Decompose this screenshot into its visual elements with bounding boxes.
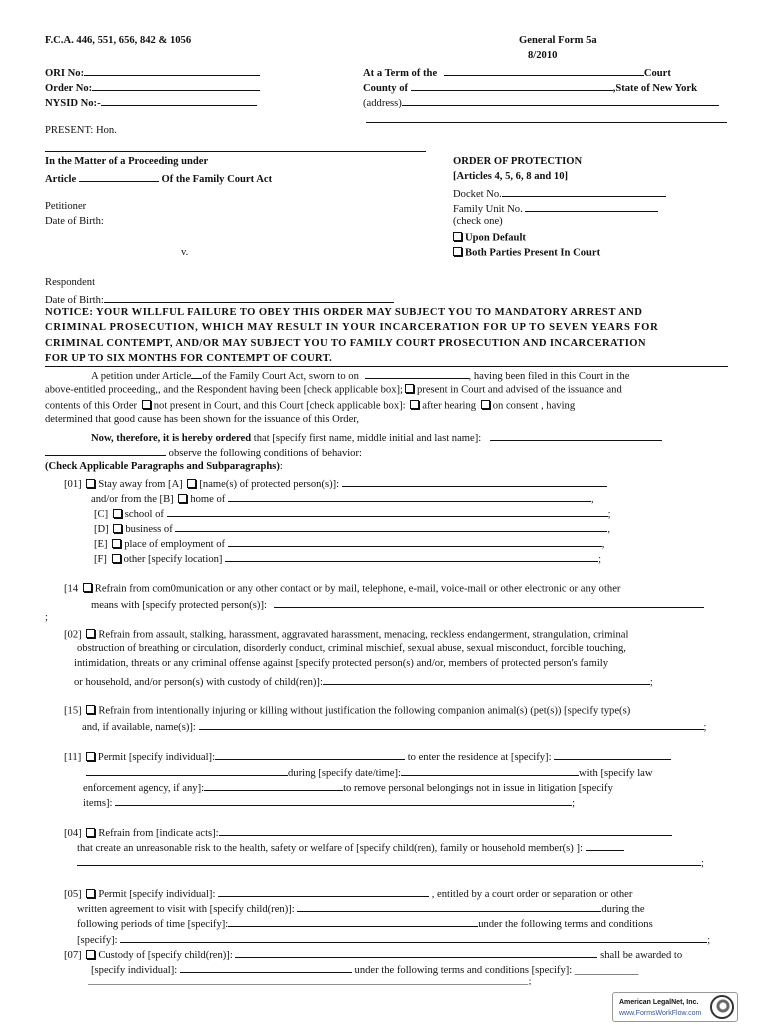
para-01-line-1: [01] Stay away from [A] [name(s) of protected person(s)]: <box>64 477 607 491</box>
para-11-line-2: during [specify date/time]: with [specify law <box>86 766 653 780</box>
both-parties-option[interactable]: Both Parties Present In Court <box>451 247 600 259</box>
versus-label: v. <box>181 247 189 258</box>
footer-company-name: American LegalNet, Inc. <box>619 999 699 1006</box>
para-01-b-checkbox[interactable] <box>178 494 187 503</box>
petitioner-label: Petitioner <box>45 201 87 212</box>
para-04-line-1: [04] Refrain from [indicate acts]: <box>64 826 672 840</box>
respondent-name-field[interactable] <box>490 431 662 441</box>
para-15-checkbox[interactable] <box>86 705 95 714</box>
para-04-checkbox[interactable] <box>86 828 95 837</box>
para-07-individual-field[interactable] <box>180 963 352 973</box>
para-15-line-1: [15] Refrain from intentionally injuring or killing without justification the following companion animal(s) (pet(s)) [specify type(s) <box>64 705 631 717</box>
para-14-line-1: [14 Refrain from com0munication or any other contact or by mail, telephone, e-mail, voice-mail or other electronic or any other <box>64 583 621 595</box>
para-01-a-checkbox[interactable] <box>187 479 196 488</box>
order-articles: [Articles 4, 5, 6, 8 and 10] <box>453 171 569 182</box>
nysid-field[interactable] <box>101 96 257 106</box>
para-15-field[interactable] <box>199 720 704 730</box>
petitioner-dob-label: Date of Birth: <box>45 216 104 227</box>
sworn-date-field[interactable] <box>365 369 469 379</box>
para-02-line-4: or household, and/or person(s) with custody of child(ren)]: ; <box>74 677 653 688</box>
notice-line-2: CRIMINAL PROSECUTION, WHICH MAY RESULT IN YOUR INCARCERATION FOR UP TO SEVEN YEARS FOR <box>45 322 659 333</box>
para-04-line-2: that create an unreasonable risk to the health, safety or welfare of [specify child(ren), family or household member(s) ]: <box>77 841 624 855</box>
matter-line: In the Matter of a Proceeding under <box>45 156 209 167</box>
para-01-f-field[interactable] <box>225 552 598 562</box>
para-11-checkbox[interactable] <box>86 752 95 761</box>
para-11-line-3: enforcement agency, if any]: to remove personal belongings not in issue in litigation [specify <box>83 783 613 794</box>
upon-default-checkbox[interactable] <box>453 232 462 241</box>
para-02-line-2: obstruction of breathing or circulation, disorderly conduct, criminal mischief, sexual abuse, sexual misconduct, forcible touching, <box>77 643 626 654</box>
footer-url[interactable]: www.FormsWorkFlow.com <box>619 1010 702 1017</box>
respondent-label: Respondent <box>45 277 96 288</box>
family-unit-field[interactable] <box>525 202 658 212</box>
respondent-dob-field[interactable] <box>104 293 394 303</box>
para-11-line-4: items]: ; <box>83 798 576 809</box>
para-01-c-field[interactable] <box>167 507 608 517</box>
para-05-terms-field[interactable] <box>120 933 707 943</box>
para-01-line-6: [F] other [specify location] ; <box>94 554 602 565</box>
para-01-line-3: [C] school of ; <box>94 509 611 520</box>
para-04-acts-field[interactable] <box>219 826 672 836</box>
ori-field[interactable] <box>84 66 260 76</box>
company-logo-icon <box>710 995 734 1019</box>
present-in-court-checkbox[interactable] <box>405 384 414 393</box>
para-05-periods-field[interactable] <box>228 917 478 927</box>
notice-rule <box>45 366 728 367</box>
not-present-checkbox[interactable] <box>142 400 151 409</box>
para-01-line-5: [E] place of employment of , <box>94 539 605 550</box>
para-01-b-field[interactable] <box>228 492 591 502</box>
para-01-d-checkbox[interactable] <box>113 524 122 533</box>
para-11-datetime-field[interactable] <box>401 766 579 776</box>
para-14-line-2: means with [specify protected person(s)]: <box>91 598 704 612</box>
after-hearing-checkbox[interactable] <box>410 400 419 409</box>
para-01-checkbox[interactable] <box>86 479 95 488</box>
address-field[interactable] <box>402 96 719 106</box>
respondent-name-field-2[interactable] <box>45 446 166 456</box>
para-07-line-2: [specify individual]: under the following terms and conditions [specify]: ____________ <box>91 965 639 976</box>
petition-line-5: Now, therefore, it is hereby ordered that [specify first name, middle initial and last name]: <box>91 431 662 445</box>
para-02-line-1: [02] Refrain from assault, stalking, harassment, aggravated harassment, menacing, reckless endangerment, strangulation, criminal <box>64 629 629 641</box>
para-05-line-4: [specify]: ; <box>77 935 711 946</box>
order-no-label: Order No: <box>45 81 260 95</box>
notice-line-1: NOTICE: YOUR WILLFUL FAILURE TO OBEY THIS ORDER MAY SUBJECT YOU TO MANDATORY ARREST AND <box>45 307 643 318</box>
notice-line-3: CRIMINAL CONTEMPT, AND/OR MAY SUBJECT YOU TO FAMILY COURT PROSECUTION AND INCARCERATION <box>45 338 646 349</box>
ori-label: ORI No: <box>45 66 260 80</box>
para-15-line-2: and, if available, name(s)]: ; <box>82 722 707 733</box>
para-04-persons-field-2[interactable] <box>77 856 701 866</box>
para-02-field[interactable] <box>323 675 650 685</box>
para-01-e-checkbox[interactable] <box>112 539 121 548</box>
para-11-agency-field[interactable] <box>204 781 343 791</box>
para-11-residence-field[interactable] <box>554 750 671 760</box>
petition-article-field[interactable] <box>191 369 202 379</box>
para-14-semicolon: ; <box>45 612 48 623</box>
form-date: 8/2010 <box>528 50 558 61</box>
article-field[interactable] <box>79 172 159 182</box>
order-title: ORDER OF PROTECTION <box>453 156 583 167</box>
para-11-line-1: [11] Permit [specify individual]: to enter the residence at [specify]: <box>64 750 671 764</box>
para-02-checkbox[interactable] <box>86 629 95 638</box>
para-02-line-3: intimidation, threats or any criminal offense against [specify protected person(s) and/or, members of protected person's family <box>74 658 609 669</box>
para-05-individual-field[interactable] <box>218 887 429 897</box>
docket-line: Docket No. <box>453 187 666 201</box>
upon-default-option[interactable]: Upon Default <box>451 232 526 244</box>
para-11-individual-field[interactable] <box>215 750 405 760</box>
para-01-e-field[interactable] <box>228 537 602 547</box>
term-line: At a Term of the Court <box>363 68 671 79</box>
para-07-checkbox[interactable] <box>86 950 95 959</box>
para-01-c-checkbox[interactable] <box>113 509 122 518</box>
address-line: (address) <box>363 96 719 110</box>
nysid-label: NYSID No:- <box>45 96 257 110</box>
both-parties-checkbox[interactable] <box>453 247 462 256</box>
order-no-field[interactable] <box>92 81 260 91</box>
para-11-items-field[interactable] <box>115 796 572 806</box>
petition-line-3: contents of this Order not present in Court, and this Court [check applicable box]: after hearing on consent , having <box>45 400 576 412</box>
para-01-line-2: and/or from the [B] home of , <box>91 494 594 505</box>
term-field[interactable] <box>444 66 644 76</box>
on-consent-checkbox[interactable] <box>481 400 490 409</box>
para-07-children-field[interactable] <box>235 948 597 958</box>
notice-line-4: FOR UP TO SIX MONTHS FOR CONTEMPT OF COURT. <box>45 353 333 364</box>
petition-line-4: determined that good cause has been shown for the issuance of this Order, <box>45 414 360 425</box>
para-05-line-1: [05] Permit [specify individual]: , entitled by a court order or separation or other <box>64 889 633 900</box>
form-name: General Form 5a <box>519 35 597 46</box>
petition-line-1: A petition under Article of the Family Court Act, sworn to on , having been filed in this Court in the <box>91 371 630 382</box>
family-unit-line: Family Unit No. <box>453 202 658 216</box>
para-05-line-2: written agreement to visit with [specify child(ren)]: during the <box>77 904 645 915</box>
para-01-a-field[interactable] <box>342 477 607 487</box>
para-01-d-field[interactable] <box>175 522 607 532</box>
petition-line-6: observe the following conditions of behavior: <box>45 446 362 460</box>
fca-citation: F.C.A. 446, 551, 656, 842 & 1056 <box>45 35 192 46</box>
para-11-residence-field-2[interactable] <box>86 766 288 776</box>
article-line: Article Of the Family Court Act <box>45 174 273 185</box>
para-04-line-3: ; <box>77 856 704 870</box>
para-05-checkbox[interactable] <box>86 889 95 898</box>
respondent-dob-line: Date of Birth: <box>45 293 394 307</box>
para-05-line-3: following periods of time [specify]: under the following terms and conditions <box>77 919 653 930</box>
present-label: PRESENT: Hon. <box>45 125 117 136</box>
para-14-field[interactable] <box>274 598 704 608</box>
para-05-children-field[interactable] <box>297 902 601 912</box>
para-04-persons-field[interactable] <box>586 841 624 851</box>
para-07-line-1: [07] Custody of [specify child(ren)]: shall be awarded to <box>64 950 683 961</box>
address-field-2[interactable] <box>366 122 727 123</box>
para-07-line-3: ____________________________________________________________________________________________________________________ ; <box>88 977 531 987</box>
para-01-line-4: [D] business of , <box>94 524 611 535</box>
county-field[interactable] <box>411 81 613 91</box>
docket-field[interactable] <box>502 187 666 197</box>
county-line: County of ,State of New York <box>363 83 698 94</box>
check-heading: (Check Applicable Paragraphs and Subparagraphs): <box>45 461 283 472</box>
para-14-checkbox[interactable] <box>83 583 92 592</box>
caption-rule <box>45 151 426 152</box>
check-one-label: (check one) <box>453 216 503 227</box>
petition-line-2: above-entitled proceeding,, and the Respondent having been [check applicable box]; present in Court and advised of the issuance and <box>45 384 622 396</box>
para-01-f-checkbox[interactable] <box>112 554 121 563</box>
